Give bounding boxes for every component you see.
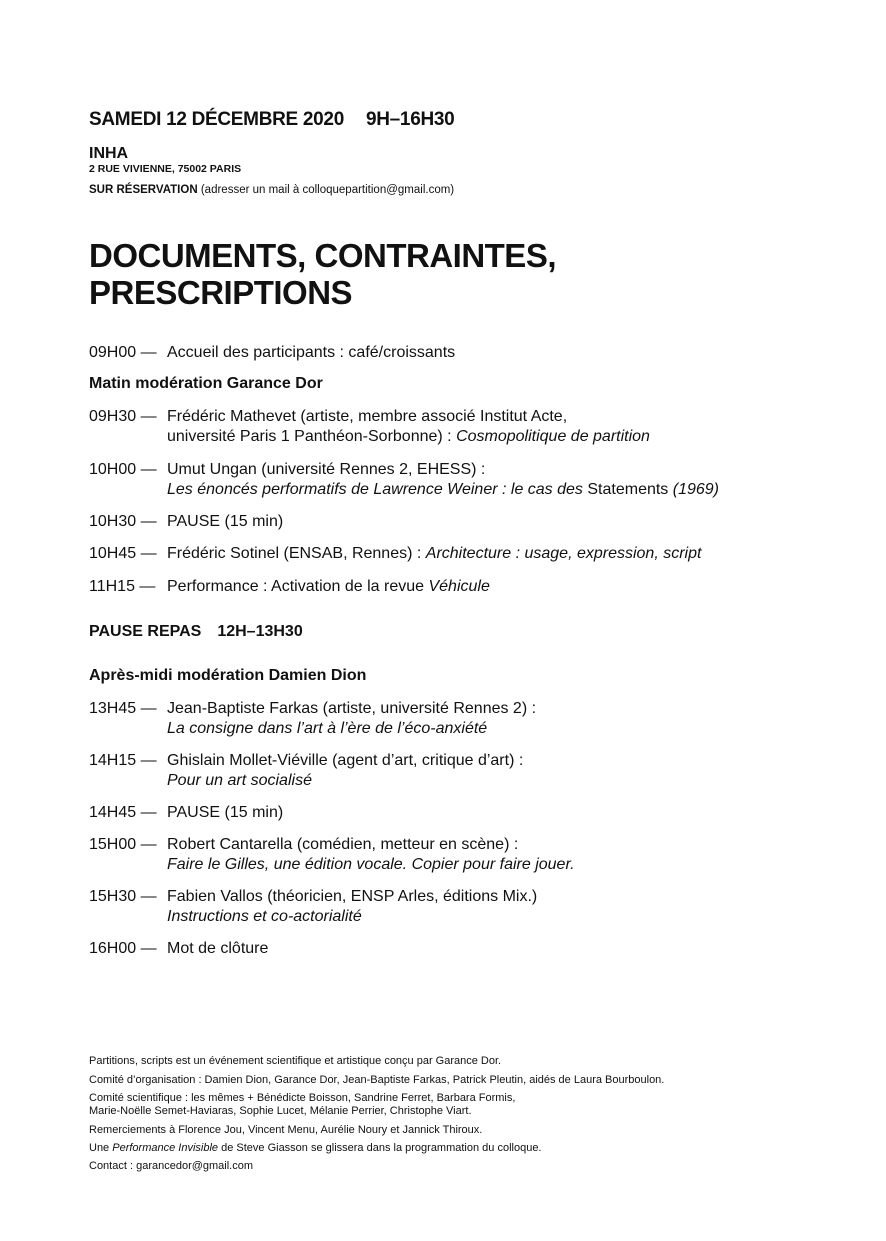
title-line-2: PRESCRIPTIONS — [89, 274, 353, 311]
title-line-1: DOCUMENTS, CONTRAINTES, — [89, 237, 556, 274]
reservation-note: (adresser un mail à colloquepartition@gmail.com) — [200, 184, 455, 196]
program-item-talk-8 — [89, 887, 537, 927]
talk-title: Cosmopolitique de partition — [456, 428, 650, 445]
program-item-pause-1 — [89, 512, 283, 532]
program-item-welcome — [89, 343, 455, 363]
item-line-2 — [89, 855, 575, 875]
item-text: PAUSE (15 min) — [167, 513, 284, 530]
afternoon-moderation: Après-midi modération Damien Dion — [89, 667, 367, 684]
footer-scientific-committee — [89, 1092, 515, 1118]
footer-event-credit: Partitions, scripts est un événement scientifique et artistique conçu par Garance Dor. — [89, 1055, 502, 1067]
item-time: 14H15 — — [89, 752, 157, 769]
footer-thanks: Remerciements à Florence Jou, Vincent Menu, Aurélie Noury et Jannick Thiroux. — [89, 1124, 483, 1136]
talk-title: Faire le Gilles, une édition vocale. Copier pour faire jouer. — [167, 856, 575, 873]
item-time: 13H45 — — [89, 700, 157, 717]
item-time: 10H00 — — [89, 461, 157, 478]
talk-title: Véhicule — [428, 578, 490, 595]
date-text: SAMEDI 12 DÉCEMBRE 2020 — [89, 109, 344, 130]
talk-title: Instructions et co-actorialité — [167, 908, 362, 925]
item-line-2 — [89, 480, 719, 500]
talk-title-upright: Statements — [587, 481, 669, 498]
footer-text: Comité scientifique : les mêmes + Bénédicte Boisson, Sandrine Ferret, Barbara Formis, — [89, 1092, 516, 1104]
program-item-talk-3 — [89, 544, 701, 564]
item-text: Umut Ungan (université Rennes 2, EHESS) : — [167, 461, 486, 478]
item-text: Frédéric Mathevet (artiste, membre associé Institut Acte, — [167, 408, 568, 425]
item-time: 10H45 — — [89, 545, 157, 562]
program-item-talk-1 — [89, 407, 650, 447]
item-text: PAUSE (15 min) — [167, 804, 284, 821]
footer-text: de Steve Giasson se glissera dans la programmation du colloque. — [218, 1142, 542, 1154]
program-item-closing — [89, 939, 268, 959]
event-hours: 9H–16H30 — [365, 109, 455, 130]
item-time: 16H00 — — [89, 940, 157, 957]
lunch-label: PAUSE REPAS — [89, 623, 202, 640]
item-text: Performance : Activation de la revue — [167, 578, 429, 595]
item-time: 11H15 — — [89, 578, 156, 595]
lunch-break — [89, 623, 303, 641]
footer-invisible-performance — [89, 1142, 542, 1155]
item-text: Fabien Vallos (théoricien, ENSP Arles, éditions Mix.) — [167, 888, 538, 905]
talk-title-year: (1969) — [668, 481, 720, 498]
program-item-talk-4 — [89, 577, 490, 597]
venue-address: 2 RUE VIVIENNE, 75002 PARIS — [89, 163, 242, 175]
talk-title: La consigne dans l’art à l’ère de l’éco-anxiété — [167, 720, 488, 737]
item-time: 15H00 — — [89, 836, 157, 853]
item-text: Accueil des participants : café/croissants — [167, 344, 456, 361]
footer-organizing-committee: Comité d’organisation : Damien Dion, Garance Dor, Jean-Baptiste Farkas, Patrick Pleutin, aidés de Laura Bourboulon. — [89, 1074, 665, 1086]
reservation-info — [89, 184, 454, 196]
item-time: 09H00 — — [89, 344, 157, 361]
item-line-2 — [89, 719, 536, 739]
program-item-pause-2 — [89, 803, 283, 823]
item-text: Robert Cantarella (comédien, metteur en scène) : — [167, 836, 519, 853]
morning-moderation: Matin modération Garance Dor — [89, 375, 323, 392]
item-text: Ghislain Mollet-Viéville (agent d’art, critique d’art) : — [167, 752, 524, 769]
item-time: 15H30 — — [89, 888, 157, 905]
venue-name: INHA — [89, 145, 129, 162]
page-title — [89, 237, 556, 311]
reservation-label: SUR RÉSERVATION — [89, 184, 198, 196]
item-time: 09H30 — — [89, 408, 157, 425]
footer-italic: Performance Invisible — [112, 1142, 219, 1154]
program-item-talk-2 — [89, 460, 719, 500]
item-text: Mot de clôture — [167, 940, 269, 957]
footer-text: Marie-Noëlle Semet-Haviaras, Sophie Lucet, Mélanie Perrier, Christophe Viart. — [89, 1105, 472, 1117]
item-line-2 — [89, 771, 523, 791]
talk-title: Architecture : usage, expression, script — [425, 545, 702, 562]
item-text: université Paris 1 Panthéon-Sorbonne) : — [167, 428, 457, 445]
program-item-talk-6 — [89, 751, 523, 791]
item-line-2 — [89, 427, 650, 447]
talk-title: Les énoncés performatifs de Lawrence Weiner : le cas des — [167, 481, 588, 498]
program-item-talk-7 — [89, 835, 575, 875]
item-time: 10H30 — — [89, 513, 157, 530]
item-time: 14H45 — — [89, 804, 157, 821]
program-item-talk-5 — [89, 699, 536, 739]
lunch-hours: 12H–13H30 — [217, 623, 303, 640]
footer-contact: Contact : garancedor@gmail.com — [89, 1160, 254, 1172]
item-text: Jean-Baptiste Farkas (artiste, université Rennes 2) : — [167, 700, 537, 717]
talk-title: Pour un art socialisé — [167, 772, 312, 789]
footer-text: Une — [89, 1142, 113, 1154]
event-date — [89, 109, 454, 131]
item-text: Frédéric Sotinel (ENSAB, Rennes) : — [167, 545, 426, 562]
item-line-2 — [89, 907, 537, 927]
